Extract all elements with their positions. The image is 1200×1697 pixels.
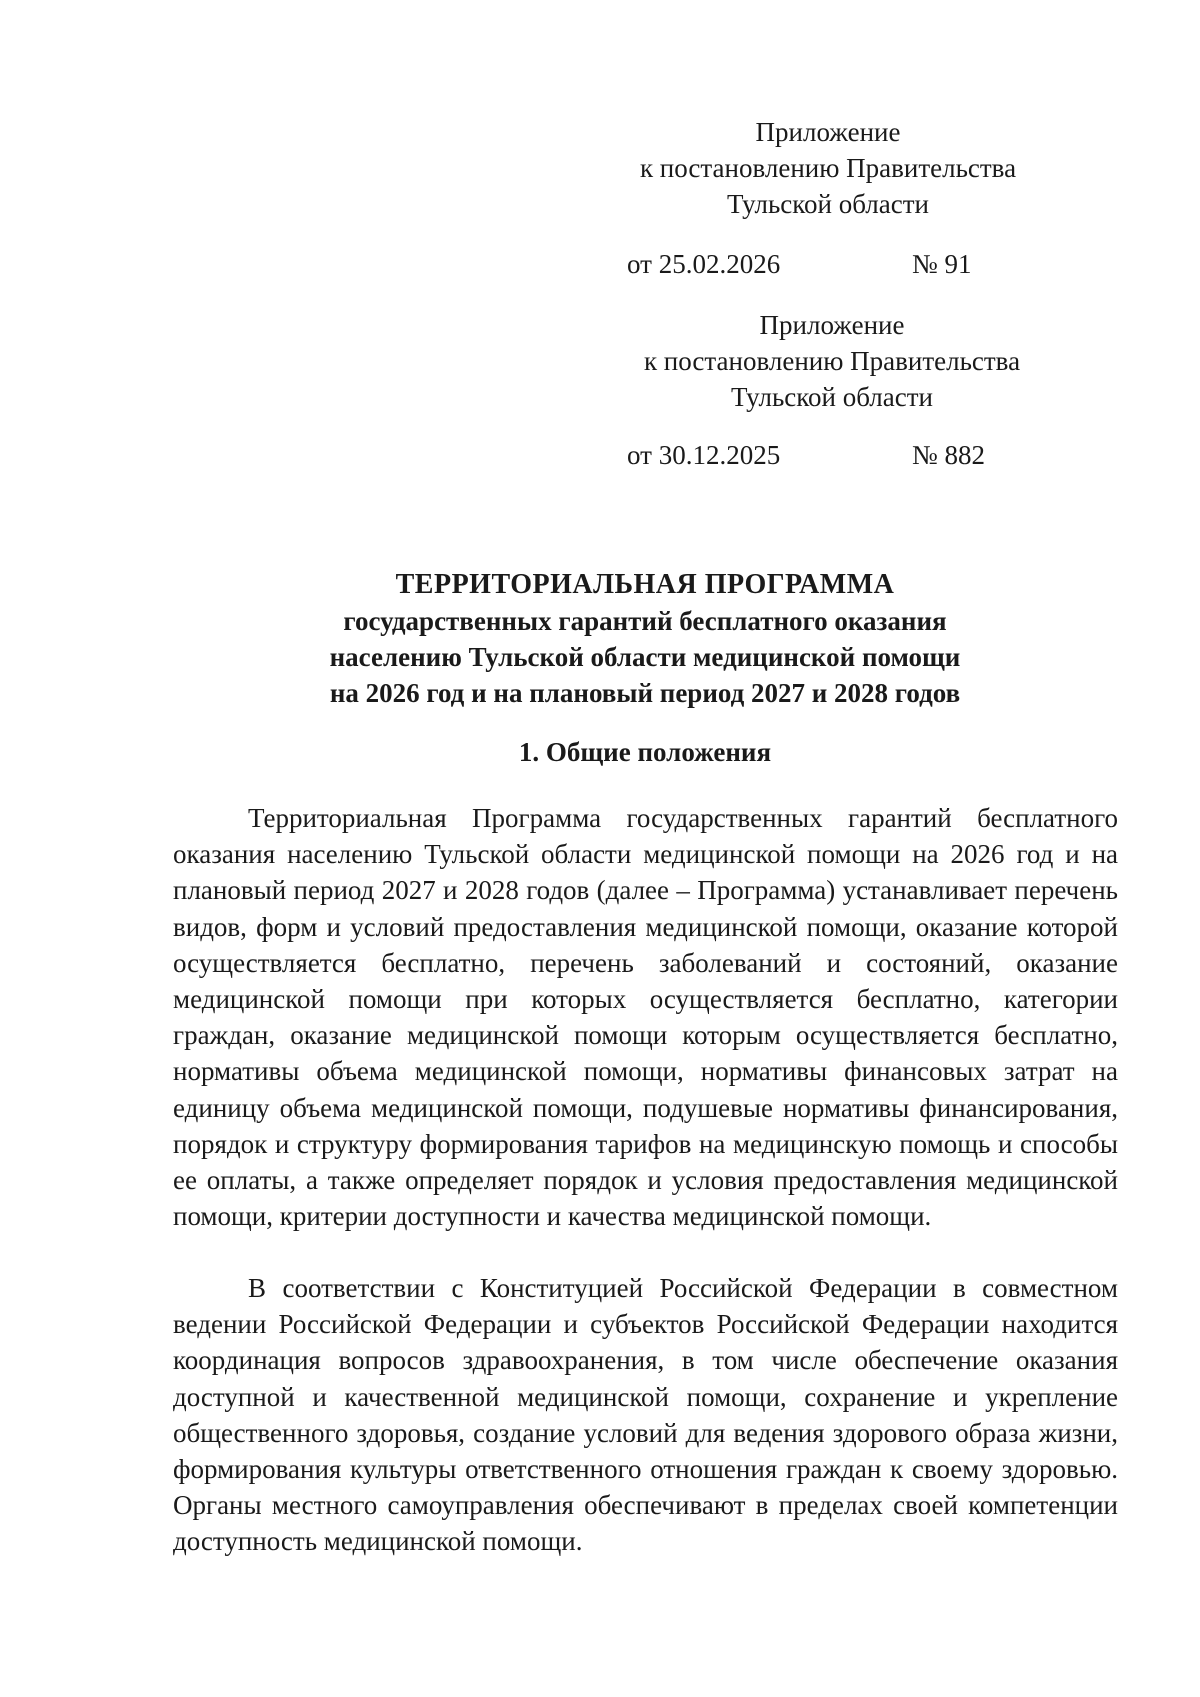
annex-region-line: Тульской области (727, 189, 929, 219)
body-paragraph: В соответствии с Конституцией Российской Федерации в совместном ведении Российской Федерации и субъектов Российской Федерации находится координация вопросов здравоохранения, в том числе обеспечение оказания доступной и качественной медицинской помощи, сохранение и укрепление общественного здоровья, создание условий для ведения здорового образа жизни, формирования культуры ответственного отношения граждан к своему здоровью. Органы местного самоуправления обеспечивают в пределах своей компетенции доступность медицинской помощи. (173, 1273, 1118, 1557)
title-line: государственных гарантий бесплатного оказания (343, 606, 947, 636)
title-main: ТЕРРИТОРИАЛЬНАЯ ПРОГРАММА (395, 569, 895, 600)
annex-header-original (622, 307, 1042, 415)
annex-resolution-line: к постановлению Правительства (643, 346, 1021, 376)
annex-header-current (618, 114, 1038, 222)
annex-resolution-line: к постановлению Правительства (639, 153, 1017, 183)
section-heading: 1. Общие положения (518, 737, 772, 767)
annex-label: Приложение (755, 117, 901, 147)
body-paragraph: Территориальная Программа государственных гарантий бесплатного оказания населению Тульской области медицинской помощи на 2026 год и на плановый период 2027 и 2028 годов (далее – Программа) устанавливает перечень видов, форм и условий предоставления медицинской помощи, оказание которой осуществляется бесплатно, перечень заболеваний и состояний, оказание медицинской помощи при которых осуществляется бесплатно, категории граждан, оказание медицинской помощи которым осуществляется бесплатно, нормативы объема медицинской помощи, нормативы финансовых затрат на единицу объема медицинской помощи, подушевые нормативы финансирования, порядок и структуру формирования тарифов на медицинскую помощь и способы ее оплаты, а также определяет порядок и условия предоставления медицинской помощи, критерии доступности и качества медицинской помощи. (173, 803, 1118, 1232)
annex-number-current: № 91 (912, 249, 972, 279)
title-line: населению Тульской области медицинской помощи (329, 642, 961, 672)
annex-date-current: от 25.02.2026 (627, 249, 781, 279)
annex-label: Приложение (759, 310, 905, 340)
annex-date-original: от 30.12.2025 (627, 440, 781, 470)
document-title (170, 567, 1120, 711)
annex-region-line: Тульской области (731, 382, 933, 412)
annex-number-original: № 882 (912, 440, 986, 470)
title-line: на 2026 год и на плановый период 2027 и 2028 годов (329, 678, 961, 708)
